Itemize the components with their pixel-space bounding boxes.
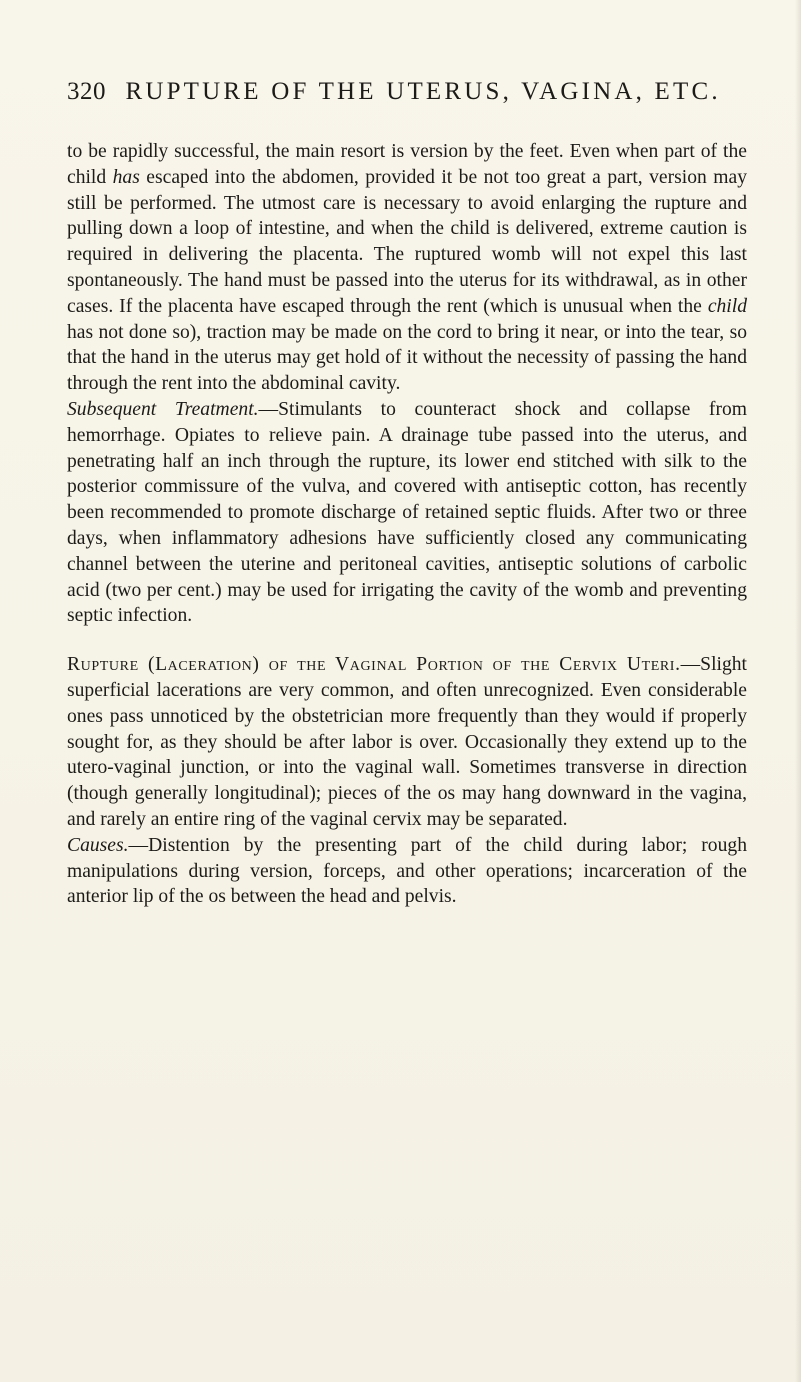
- page-edge-shadow: [795, 0, 801, 1382]
- paragraph-causes: [67, 833, 747, 910]
- paragraph-text: —Stimulants to counteract shock and collapse from hemorrhage. Opiates to relieve pain. A drainage tube passed into the uterus, and penetrating half an inch through the rupture, its lower end stitched with silk to the posterior commissure of the vulva, and covered with antiseptic cotton, has recently been recommended to promote discharge of retained septic fluids. After two or three days, when inflammatory adhesions have sufficiently closed any communicating channel between the uterine and peritoneal cavities, antiseptic solutions of carbolic acid (two per cent.) may be used for irrigating the cavity of the womb and preventing septic infection.: [67, 398, 748, 627]
- running-title: RUPTURE OF THE UTERUS, VAGINA, ETC.: [125, 78, 721, 105]
- italic-word: has: [112, 166, 140, 188]
- section-lead-italic: Causes.: [67, 834, 129, 856]
- section-heading: Rupture (Laceration) of the Vaginal Portion of the Cervix Uteri.: [67, 654, 681, 676]
- paragraph-text: —Distention by the presenting part of the child during labor; rough manipulations during version, forceps, and other operations; incarceration of the anterior lip of the os between the head and pelvis.: [67, 834, 747, 908]
- running-header: [67, 77, 747, 107]
- page-number: 320: [67, 78, 106, 105]
- paragraph-cervix-rupture: [67, 652, 747, 833]
- paragraph-text: to be rapidly successful, the main resort is version by the feet. Even when part of the child: [67, 141, 747, 188]
- body-text: [67, 139, 747, 910]
- paragraph-text: has not done so), traction may be made on the cord to bring it near, or into the tear, so that the hand in the uterus may get hold of it without the necessity of passing the hand through the rent into the abdominal cavity.: [67, 321, 747, 395]
- italic-word: child: [707, 295, 747, 317]
- paragraph-text: —Slight superficial lacerations are very common, and often unrecognized. Even considerable ones pass unnoticed by the obstetrician more frequently than they would if properly sought for, as they should be after labor is over. Occasionally they extend up to the utero-vaginal junction, or into the vaginal wall. Sometimes transverse in direction (though generally longitudinal); pieces of the os may hang downward in the vagina, and rarely an entire ring of the vaginal cervix may be separated.: [67, 654, 747, 830]
- paragraph-version: [67, 139, 747, 397]
- paragraph-text: escaped into the abdomen, provided it be not too great a part, version may still be performed. The utmost care is necessary to avoid enlarging the rupture and pulling down a loop of intestine, and when the child is delivered, extreme caution is required in delivering the placenta. The ruptured womb will not expel this last spontaneously. The hand must be passed into the uterus for its withdrawal, as in other cases. If the placenta have escaped through the rent (which is unusual when the: [67, 166, 747, 317]
- section-lead-italic: Subsequent Treatment.: [67, 398, 259, 420]
- paragraph-subsequent-treatment: [67, 397, 747, 629]
